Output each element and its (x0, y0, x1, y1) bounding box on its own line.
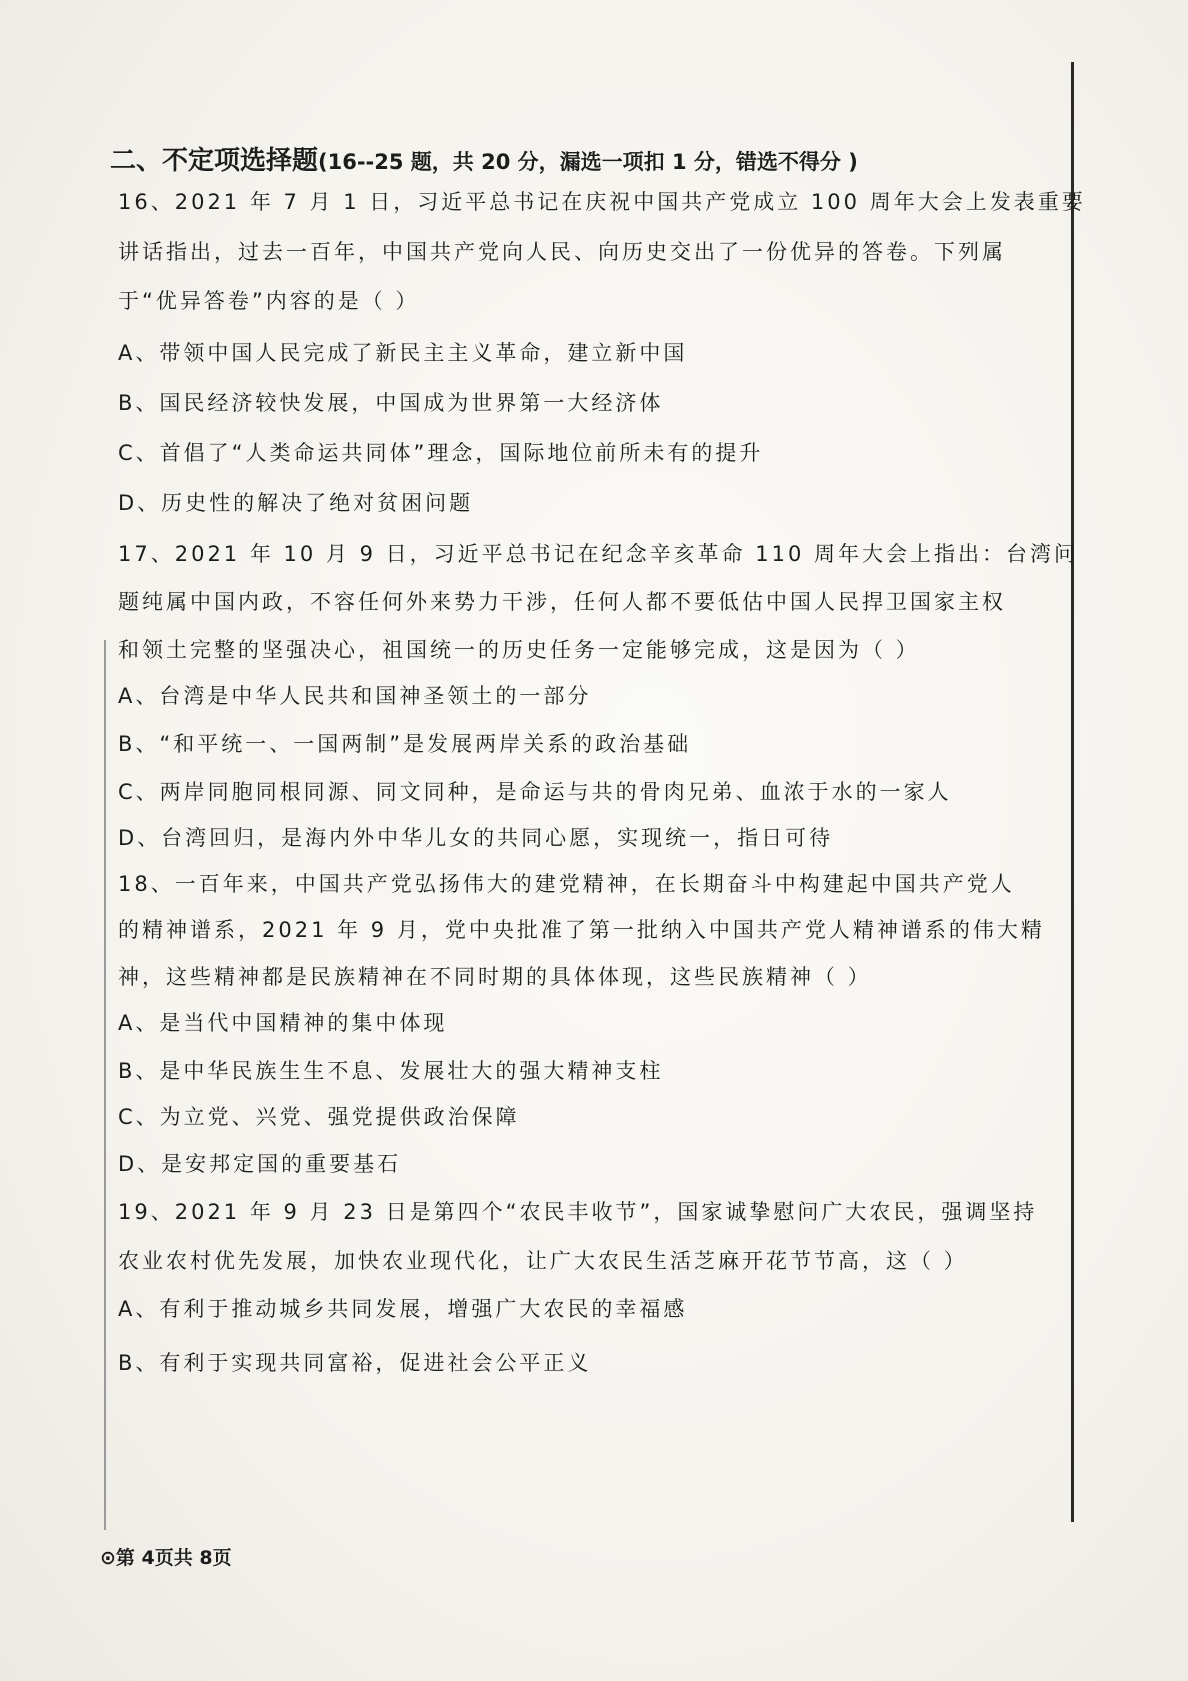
q17-option-c: C、两岸同胞同根同源、同文同种，是命运与共的骨肉兄弟、血浓于水的一家人 (118, 780, 952, 804)
q16-stem-line-1: 16、2021 年 7 月 1 日，习近平总书记在庆祝中国共产党成立 100 周年大会上发表重要 (118, 190, 1086, 214)
right-margin-rule (1071, 62, 1074, 1522)
q18-stem-line-3: 神，这些精神都是民族精神在不同时期的具体体现，这些民族精神（ ） (118, 965, 872, 989)
q16-option-d: D、历史性的解决了绝对贫困问题 (118, 491, 474, 515)
q18-stem-line-2: 的精神谱系，2021 年 9 月，党中央批准了第一批纳入中国共产党人精神谱系的伟大精 (118, 918, 1045, 942)
left-margin-rule (104, 640, 106, 1530)
q17-option-b: B、“和平统一、一国两制”是发展两岸关系的政治基础 (118, 732, 692, 756)
q16-stem-line-3: 于“优异答卷”内容的是（ ） (118, 289, 420, 313)
q18-option-a: A、是当代中国精神的集中体现 (118, 1011, 448, 1035)
footer-marker: ⊙ (100, 1547, 116, 1569)
q16-option-a: A、带领中国人民完成了新民主主义革命，建立新中国 (118, 341, 688, 365)
section-heading (110, 140, 858, 177)
q16-option-b: B、国民经济较快发展，中国成为世界第一大经济体 (118, 391, 664, 415)
q17-option-d: D、台湾回归，是海内外中华儿女的共同心愿，实现统一，指日可待 (118, 826, 834, 850)
q18-option-b: B、是中华民族生生不息、发展壮大的强大精神支柱 (118, 1059, 664, 1083)
q16-option-c: C、首倡了“人类命运共同体”理念，国际地位前所未有的提升 (118, 441, 764, 465)
q19-option-b: B、有利于实现共同富裕，促进社会公平正义 (118, 1351, 592, 1375)
q19-stem-line-2: 农业农村优先发展，加快农业现代化，让广大农民生活芝麻开花节节高，这（ ） (118, 1249, 968, 1273)
section-title: 二、不定项选择题 (110, 146, 319, 176)
page-number (100, 1543, 232, 1570)
q18-option-d: D、是安邦定国的重要基石 (118, 1152, 402, 1176)
q18-stem-line-1: 18、一百年来，中国共产党弘扬伟大的建党精神，在长期奋斗中构建起中国共产党人 (118, 872, 1015, 896)
section-note: (16--25 题，共 20 分，漏选一项扣 1 分，错选不得分 ) (318, 150, 858, 174)
q19-stem-line-1: 19、2021 年 9 月 23 日是第四个“农民丰收节”，国家诚挚慰问广大农民，强调坚持 (118, 1200, 1038, 1224)
q19-option-a: A、有利于推动城乡共同发展，增强广大农民的幸福感 (118, 1297, 688, 1321)
q16-stem-line-2: 讲话指出，过去一百年，中国共产党向人民、向历史交出了一份优异的答卷。下列属 (118, 240, 1006, 264)
q17-option-a: A、台湾是中华人民共和国神圣领土的一部分 (118, 684, 592, 708)
q17-stem-line-2: 题纯属中国内政，不容任何外来势力干涉，任何人都不要低估中国人民捍卫国家主权 (118, 590, 1006, 614)
q17-stem-line-1: 17、2021 年 10 月 9 日，习近平总书记在纪念辛亥革命 110 周年大会上指出：台湾问 (118, 542, 1079, 566)
q17-stem-line-3: 和领土完整的坚强决心，祖国统一的历史任务一定能够完成，这是因为（ ） (118, 638, 920, 662)
page-number-label: 第 4页共 8页 (115, 1547, 232, 1569)
q18-option-c: C、为立党、兴党、强党提供政治保障 (118, 1105, 520, 1129)
